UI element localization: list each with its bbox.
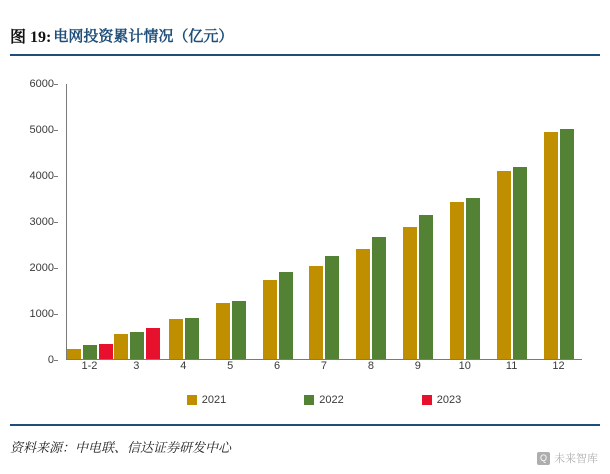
bar-2021-7: [309, 266, 323, 360]
y-axis-tick: [54, 268, 58, 269]
page-title: 电网投资累计情况（亿元）: [53, 28, 234, 45]
legend-item-2023[interactable]: [422, 394, 461, 406]
bar-group: [114, 84, 161, 359]
y-axis-tick-label: 1000: [29, 308, 54, 320]
bar-group: [442, 84, 489, 359]
y-axis-tick-label: 2000: [29, 262, 54, 274]
y-axis-tick: [54, 130, 58, 131]
legend-label: 2023: [436, 394, 462, 406]
y-axis-tick-label: 3000: [29, 216, 54, 228]
bar-2022-8: [372, 237, 386, 359]
bar-2021-3: [114, 334, 128, 359]
chart-container: [10, 62, 600, 412]
watermark: [537, 450, 598, 466]
bar-group: [254, 84, 301, 359]
x-axis-tick-label: 11: [505, 360, 518, 372]
x-axis-tick-label: 10: [458, 360, 471, 372]
y-axis-tick: [54, 84, 58, 85]
source-bar: [10, 424, 600, 460]
x-axis-tick-label: 6: [274, 360, 281, 372]
legend-swatch-icon: [422, 395, 432, 405]
figure-title-bar: [10, 16, 600, 56]
bar-2022-4: [185, 318, 199, 359]
watermark-badge-icon: Q: [537, 452, 550, 465]
bar-2021-9: [403, 227, 417, 359]
y-axis-tick-label: 6000: [29, 78, 54, 90]
x-axis-labels: [66, 360, 582, 378]
x-axis-tick-label: 8: [367, 360, 374, 372]
bar-2022-9: [419, 215, 433, 359]
y-axis-tick-label: 0: [47, 354, 54, 366]
legend-item-2022[interactable]: [304, 394, 343, 406]
bar-2022-10: [466, 198, 480, 359]
bar-2022-7: [325, 256, 339, 359]
y-axis-tick: [54, 314, 58, 315]
watermark-label: 未来智库: [554, 453, 598, 465]
bar-2021-1-2: [67, 349, 81, 359]
legend-label: 2021: [201, 394, 227, 406]
bar-group: [348, 84, 395, 359]
bar-2021-6: [263, 280, 277, 359]
chart-legend: [66, 390, 582, 410]
x-axis-tick-label: 4: [180, 360, 187, 372]
legend-swatch-icon: [304, 395, 314, 405]
bar-group: [67, 84, 114, 359]
source-text: 资料来源：中电联、信达证券研发中心: [10, 439, 232, 455]
bar-2021-5: [216, 303, 230, 359]
bar-2022-11: [513, 167, 527, 360]
x-axis-tick-label: 5: [227, 360, 234, 372]
bar-2021-8: [356, 249, 370, 359]
bar-2023-3: [146, 328, 160, 359]
y-axis-tick: [54, 176, 58, 177]
x-axis-tick-label: 7: [320, 360, 328, 372]
bar-group: [207, 84, 254, 359]
legend-swatch-icon: [187, 395, 197, 405]
x-axis-tick-label: 1-2: [81, 360, 98, 372]
y-axis: [10, 78, 60, 366]
bar-groups: [67, 84, 582, 359]
x-axis-tick-label: 9: [414, 360, 421, 372]
bar-2022-3: [130, 332, 144, 360]
bar-2022-6: [279, 272, 293, 359]
figure-number: 图 19:: [10, 28, 52, 46]
bar-2021-4: [169, 319, 183, 359]
bar-2023-1-2: [99, 344, 113, 359]
bar-2021-11: [497, 171, 511, 359]
bar-group: [395, 84, 442, 359]
bar-group: [301, 84, 348, 359]
bar-2021-12: [544, 132, 558, 359]
bar-group: [535, 84, 582, 359]
plot-area: [66, 84, 582, 360]
y-axis-tick-label: 4000: [29, 170, 54, 182]
bar-2021-10: [450, 202, 464, 359]
bar-group: [488, 84, 535, 359]
y-axis-tick-label: 5000: [29, 124, 54, 136]
bar-2022-12: [560, 129, 574, 359]
bar-2022-1-2: [83, 345, 97, 359]
y-axis-tick: [54, 360, 58, 361]
bar-group: [161, 84, 208, 359]
bar-2022-5: [232, 301, 246, 359]
x-axis-tick-label: 12: [552, 360, 565, 372]
y-axis-tick: [54, 222, 58, 223]
x-axis-tick-label: 3: [133, 360, 140, 372]
legend-item-2021[interactable]: [187, 394, 226, 406]
legend-label: 2022: [319, 394, 344, 406]
